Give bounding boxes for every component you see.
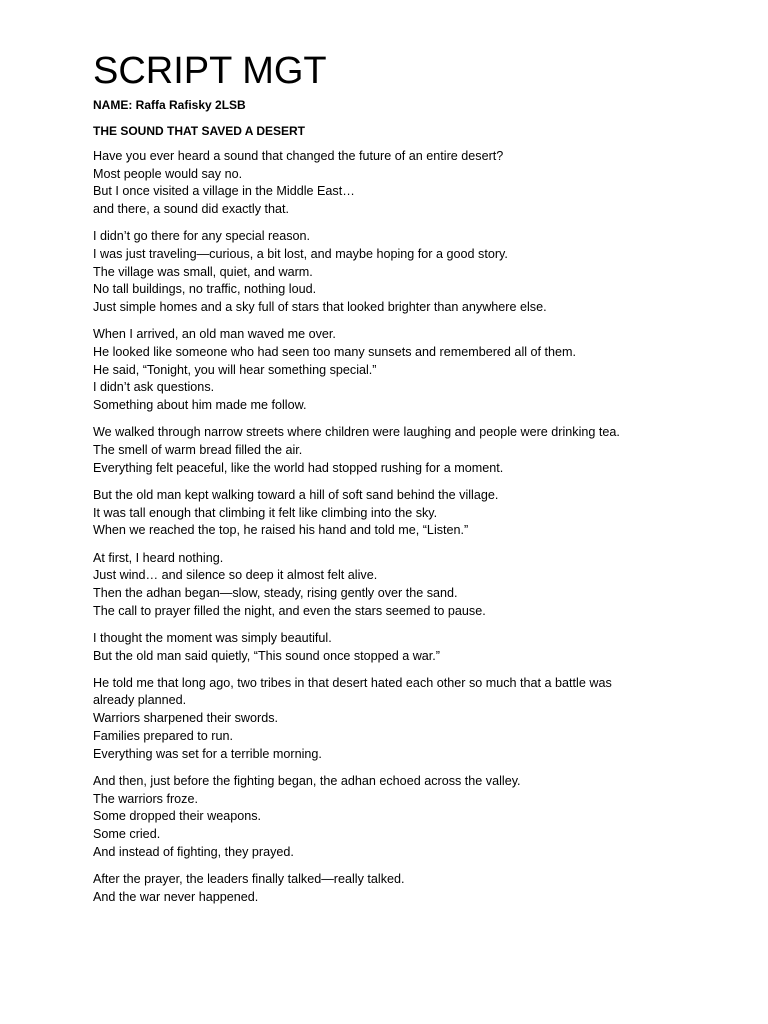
- story-line: And instead of fighting, they prayed.: [93, 844, 294, 859]
- story-line: I thought the moment was simply beautiful.: [93, 630, 332, 645]
- story-line: He looked like someone who had seen too many sunsets and remembered all of them.: [93, 345, 577, 360]
- story-line: When I arrived, an old man waved me over.: [93, 327, 336, 342]
- document-page: [93, 48, 733, 916]
- story-paragraph: [93, 675, 733, 764]
- story-line: Families prepared to run.: [93, 728, 233, 743]
- story-line: He said, “Tonight, you will hear something special.”: [93, 362, 377, 377]
- story-line: It was tall enough that climbing it felt like climbing into the sky.: [93, 505, 438, 520]
- story-line: and there, a sound did exactly that.: [93, 202, 290, 217]
- story-paragraph: [93, 487, 733, 540]
- story-line: Then the adhan began—slow, steady, rising gently over the sand.: [93, 585, 458, 600]
- document-title: SCRIPT MGT: [93, 50, 327, 92]
- story-line: No tall buildings, no traffic, nothing loud.: [93, 282, 317, 297]
- story-line: Some cried.: [93, 826, 161, 841]
- story-line: I didn’t go there for any special reason.: [93, 229, 311, 244]
- story-line: And then, just before the fighting began, the adhan echoed across the valley.: [93, 773, 521, 788]
- story-paragraph: [93, 148, 733, 219]
- story-line: When we reached the top, he raised his hand and told me, “Listen.”: [93, 523, 469, 538]
- story-line: The smell of warm bread filled the air.: [93, 443, 303, 458]
- story-line: already planned.: [93, 693, 187, 708]
- story-line: But the old man kept walking toward a hill of soft sand behind the village.: [93, 487, 499, 502]
- story-line: Have you ever heard a sound that changed the future of an entire desert?: [93, 149, 504, 163]
- student-name-line: NAME: Raffa Rafisky 2LSB: [93, 98, 246, 112]
- story-line: At first, I heard nothing.: [93, 550, 224, 565]
- story-line: After the prayer, the leaders finally talked—really talked.: [93, 871, 405, 886]
- story-body: [93, 148, 733, 906]
- story-paragraph: [93, 550, 733, 621]
- story-line: I was just traveling—curious, a bit lost, and maybe hoping for a good story.: [93, 247, 508, 262]
- story-title: THE SOUND THAT SAVED A DESERT: [93, 124, 306, 138]
- story-paragraph: [93, 773, 733, 862]
- story-paragraph: [93, 228, 733, 317]
- story-line: Just simple homes and a sky full of stars that looked brighter than anywhere else.: [93, 300, 547, 315]
- story-line: And the war never happened.: [93, 889, 259, 904]
- story-line: The call to prayer filled the night, and even the stars seemed to pause.: [93, 603, 486, 618]
- story-line: Some dropped their weapons.: [93, 809, 262, 824]
- story-line: We walked through narrow streets where children were laughing and people were drinking tea.: [93, 425, 620, 440]
- story-line: Just wind… and silence so deep it almost felt alive.: [93, 568, 378, 583]
- story-line: He told me that long ago, two tribes in that desert hated each other so much that a battle was: [93, 675, 612, 690]
- story-line: Warriors sharpened their swords.: [93, 711, 279, 726]
- story-line: But I once visited a village in the Middle East…: [93, 184, 355, 199]
- story-paragraph: [93, 871, 733, 906]
- story-line: The village was small, quiet, and warm.: [93, 264, 313, 279]
- story-line: The warriors froze.: [93, 791, 198, 806]
- story-line: Everything felt peaceful, like the world had stopped rushing for a moment.: [93, 460, 504, 475]
- story-paragraph: [93, 424, 733, 477]
- story-paragraph: [93, 630, 733, 665]
- story-paragraph: [93, 326, 733, 415]
- story-line: Something about him made me follow.: [93, 398, 307, 413]
- story-line: Most people would say no.: [93, 166, 243, 181]
- story-line: Everything was set for a terrible morning.: [93, 746, 322, 761]
- story-line: I didn’t ask questions.: [93, 380, 215, 395]
- story-line: But the old man said quietly, “This sound once stopped a war.”: [93, 648, 440, 663]
